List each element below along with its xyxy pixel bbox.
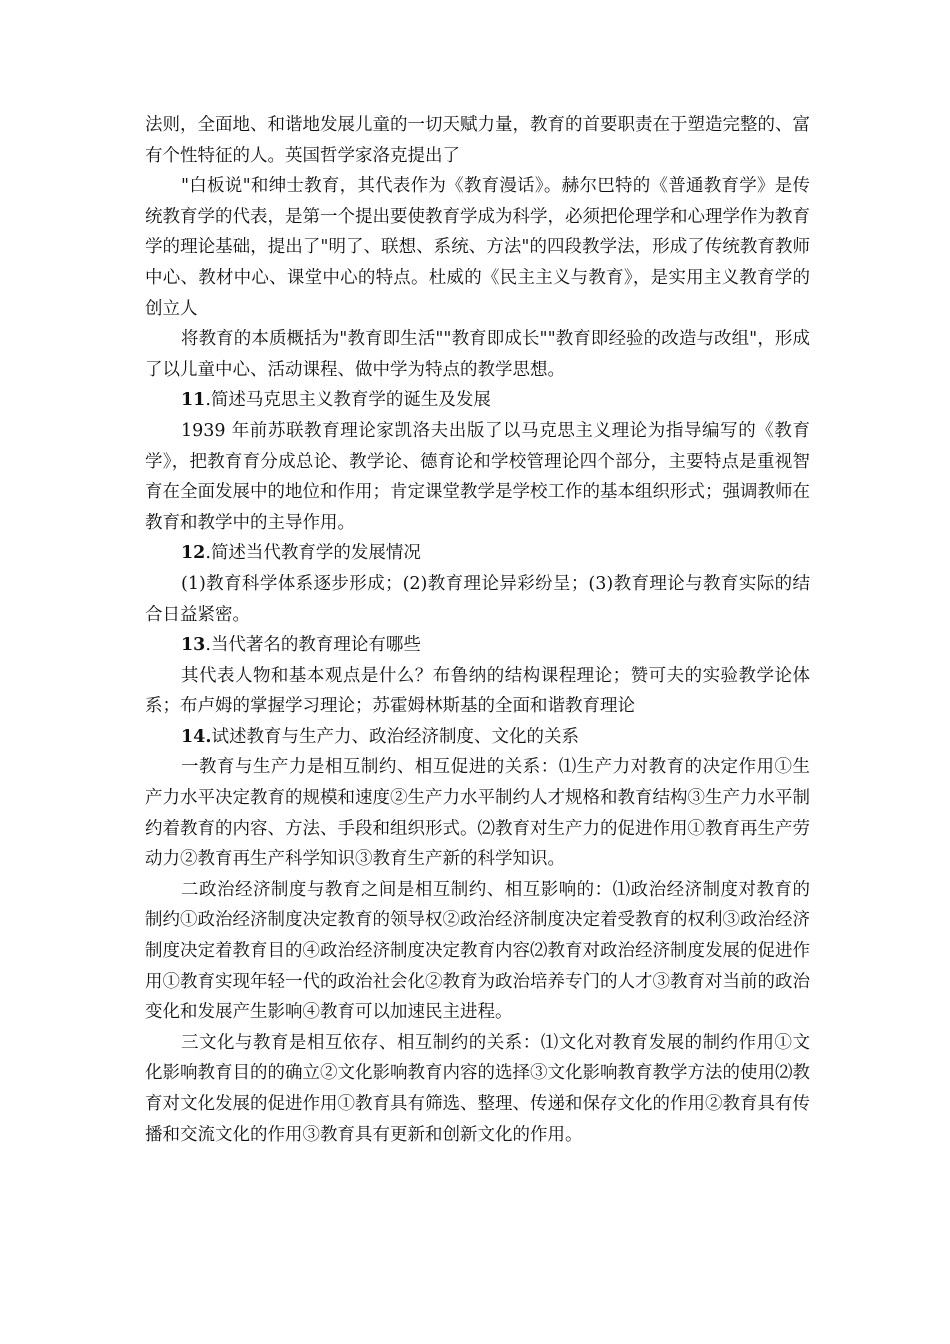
question-text: 当代著名的教育理论有哪些	[210, 635, 421, 656]
question-number: 12	[181, 543, 206, 564]
question-number: 14.	[181, 726, 212, 747]
question-heading-14	[145, 722, 810, 753]
answer-paragraph-14-politics: 二政治经济制度与教育之间是相互制约、相互影响的：⑴政治经济制度对教育的制约①政治经济制度决定教育的领导权②政治经济制度决定着受教育的权利③政治经济制度决定着教育目的④政治经济制度决定教育内容⑵教育对政治经济制度发展的促进作用①教育实现年轻一代的政治社会化②教育为政治培养专门的人才③教育对当前的政治变化和发展产生影响④教育可以加速民主进程。	[145, 879, 810, 1023]
paragraph-locke-herbart-dewey: "白板说"和绅士教育，其代表作为《教育漫话》。赫尔巴特的《普通教育学》是传统教育学的代表，是第一个提出要使教育学成为科学，必须把伦理学和心理学作为教育学的理论基础，提出了"明了、联想、系统、方法"的四段教学法，形成了传统教育教师中心、教材中心、课堂中心的特点。杜威的《民主主义与教育》，是实用主义教育学的创立人	[145, 176, 810, 319]
paragraph-continuation: 法则，全面地、和谐地发展儿童的一切天赋力量，教育的首要职责在于塑造完整的、富有个性特征的人。英国哲学家洛克提出了	[145, 115, 810, 166]
paragraph-dewey-essence: 将教育的本质概括为"教育即生活""教育即成长""教育即经验的改造与改组"，形成了以儿童中心、活动课程、做中学为特点的教学思想。	[145, 329, 810, 380]
question-number: 13	[181, 635, 206, 656]
question-separator: .	[205, 543, 211, 564]
document-page	[145, 110, 810, 1150]
question-text: 试述教育与生产力、政治经济制度、文化的关系	[211, 726, 579, 747]
question-separator: .	[205, 390, 211, 411]
question-heading-13	[145, 630, 810, 661]
answer-paragraph-14-productivity: 一教育与生产力是相互制约、相互促进的关系：⑴生产力对教育的决定作用①生产力水平决定教育的规模和速度②生产力水平制约人才规格和教育结构③生产力水平制约着教育的内容、方法、手段和组织形式。⑵教育对生产力的促进作用①教育再生产劳动力②教育再生产科学知识③教育生产新的科学知识。	[145, 757, 810, 870]
answer-paragraph-14-culture: 三文化与教育是相互依存、相互制约的关系：⑴文化对教育发展的制约作用①文化影响教育目的的确立②文化影响教育内容的选择③文化影响教育教学方法的使用⑵教育对文化发展的促进作用①教育具有筛选、整理、传递和保存文化的作用②教育具有传播和交流文化的作用③教育具有更新和创新文化的作用。	[145, 1032, 810, 1145]
question-number: 11	[181, 390, 206, 411]
question-text: 简述当代教育学的发展情况	[210, 543, 421, 564]
question-text: 简述马克思主义教育学的诞生及发展	[210, 390, 491, 411]
question-separator: .	[205, 635, 211, 656]
answer-paragraph-13: 其代表人物和基本观点是什么？布鲁纳的结构课程理论；赞可夫的实验教学论体系；布卢姆的掌握学习理论；苏霍姆林斯基的全面和谐教育理论	[145, 665, 810, 717]
answer-paragraph-11: 1939 年前苏联教育理论家凯洛夫出版了以马克思主义理论为指导编写的《教育学》，把教育育分成总论、教学论、德育论和学校管理论四个部分，主要特点是重视智育在全面发展中的地位和作用；肯定课堂教学是学校工作的基本组织形式；强调教师在教育和教学中的主导作用。	[145, 420, 810, 533]
answer-paragraph-12: (1)教育科学体系逐步形成；(2)教育理论异彩纷呈；(3)教育理论与教育实际的结合日益紧密。	[145, 573, 810, 625]
question-heading-11	[145, 385, 810, 416]
question-heading-12	[145, 538, 810, 569]
